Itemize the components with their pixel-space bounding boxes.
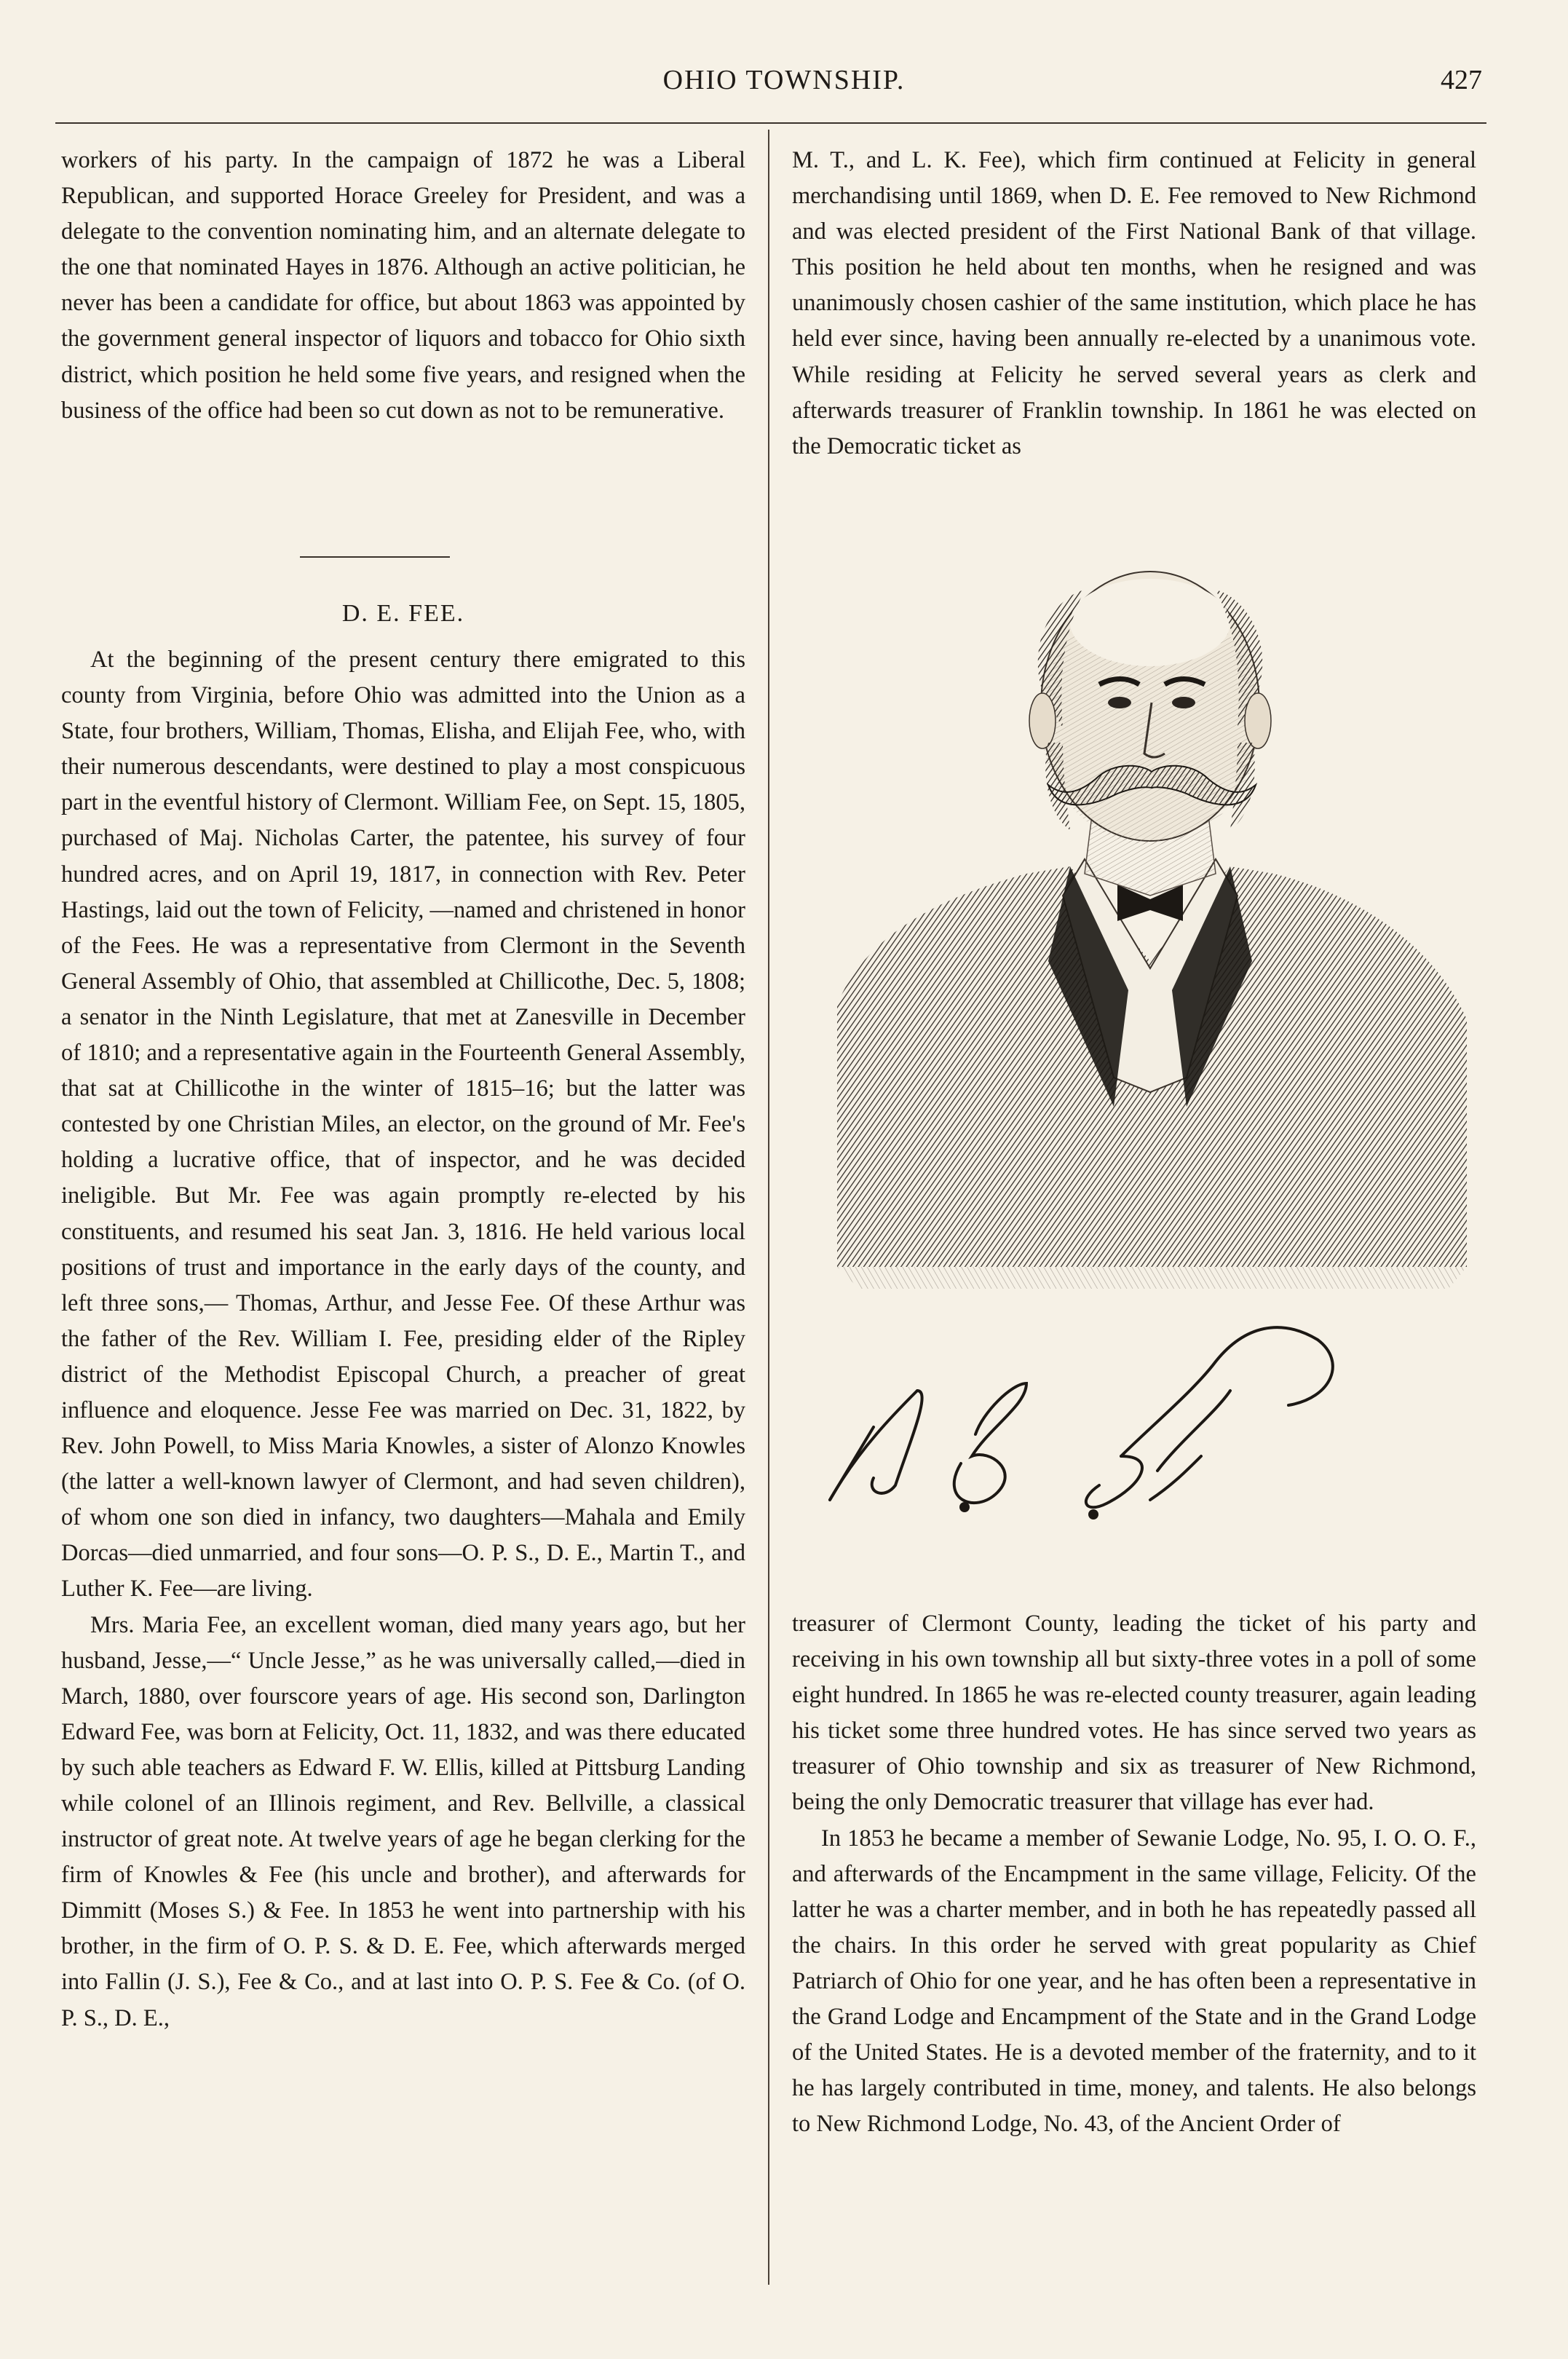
- right-bottom-paragraph-2: In 1853 he became a member of Sewanie Lodge, No. 95, I. O. O. F., and afterwards of the Encampment in the same village, Felicity. Of the latter he was a charter member, and in both he has repeatedly passed all the chairs. In this order he served with great popularity as Chief Patriarch of Ohio for one year, and he has often been a representative in the Grand Lodge and Encampment of the State and in the Grand Lodge of the United States. He is a devoted member of the fraternity, and to it he has largely contributed in time, money, and talents. He also belongs to New Richmond Lodge, No. 43, of the Ancient Order of: [792, 1825, 1476, 2138]
- section-heading: D. E. FEE.: [341, 600, 465, 627]
- left-column-top: [61, 143, 745, 429]
- left-top-paragraph: workers of his party. In the campaign of 1872 he was a Liberal Republican, and supported Horace Greeley for President, and was a delegate to the convention nominating him, and an alternate delegate to the one that nominated Hayes in 1876. Although an active politician, he never has been a candidate for office, but about 1863 was appointed by the government general inspector of liquors and tobacco for Ohio sixth district, which position he held some five years, and resigned when the business of the office had been so cut down as not to be remunerative.: [61, 147, 745, 424]
- biography-paragraph-1: At the beginning of the present century there emigrated to this county from Virginia, before Ohio was admitted into the Union as a State, four brothers, William, Thomas, Elisha, and Elijah Fee, who, with their numerous descendants, were destined to play a most conspicuous part in the eventful history of Clermont. William Fee, on Sept. 15, 1805, purchased of Maj. Nicholas Carter, the patentee, his survey of four hundred acres, and on April 19, 1817, in connection with Rev. Peter Hastings, laid out the town of Felicity, —named and christened in honor of the Fees. He was a representative from Clermont in the Seventh General Assembly of Ohio, that assembled at Chillicothe, Dec. 5, 1808; a senator in the Ninth Legislature, that met at Zanesville in December of 1810; and a representative again in the Fourteenth General Assembly, that sat at Chillicothe in the winter of 1815–16; but the latter was contested by one Christian Miles, an elector, on the ground of Mr. Fee's holding a lucrative office, that of inspector, and he was decided ineligible. But Mr. Fee was again promptly re-elected by his constituents, and resumed his seat Jan. 3, 1816. He held various local positions of trust and importance in the early days of the county, and left three sons,— Thomas, Arthur, and Jesse Fee. Of these Arthur was the father of the Rev. William I. Fee, presiding elder of the Ripley district of the Methodist Episcopal Church, a preacher of great influence and eloquence. Jesse Fee was married on Dec. 31, 1822, by Rev. John Powell, to Miss Maria Knowles, a sister of Alonzo Knowles (the latter a well-known lawyer of Clermont, and had seven children), of whom one son died in infancy, two daughters—Mahala and Emily Dorcas—died unmarried, and four sons—O. P. S., D. E., Martin T., and Luther K. Fee—are living.: [61, 647, 745, 1603]
- column-divider: [768, 130, 769, 2285]
- page-number: 427: [1441, 65, 1482, 95]
- right-bottom-paragraph-1: treasurer of Clermont County, leading the ticket of his party and receiving in his own township all but sixty-three votes in a poll of some eight hundred. In 1865 he was re-elected county treasurer, again leading his ticket some three hundred votes. He has since served two years as treasurer of Ohio township and six as treasurer of New Richmond, being the only Democratic treasurer that village has ever had.: [792, 1611, 1476, 1816]
- running-header-title: OHIO TOWNSHIP.: [662, 65, 906, 95]
- left-column-biography: [61, 642, 745, 2036]
- portrait-figure: [837, 572, 1467, 1289]
- right-column-top: [792, 143, 1476, 465]
- signature-graphic: [830, 1327, 1333, 1518]
- signature-text: D. E. Fee: [1149, 1558, 1152, 1559]
- right-top-paragraph: M. T., and L. K. Fee), which firm continued at Felicity in general merchandising until 1869, when D. E. Fee removed to New Richmond and was elected president of the First National Bank of that village. This position he held about ten months, when he resigned and was unanimously chosen cashier of the same institution, which place he has held ever since, having been annually re-elected by a unanimous vote. While residing at Felicity he served several years as clerk and afterwards treasurer of Franklin township. In 1861 he was elected on the Democratic ticket as: [792, 147, 1476, 459]
- section-separator-rule: [300, 556, 450, 558]
- header-rule: [55, 122, 1486, 124]
- biography-paragraph-2: Mrs. Maria Fee, an excellent woman, died many years ago, but her husband, Jesse,—“ Uncle Jesse,” as he was universally called,—died in March, 1880, over fourscore years of age. His second son, Darlington Edward Fee, was born at Felicity, Oct. 11, 1832, and was there educated by such able teachers as Edward F. W. Ellis, killed at Pittsburg Landing while colonel of an Illinois regiment, and Rev. Bellville, a classical instructor of great note. At twelve years of age he began clerking for the firm of Knowles & Fee (his uncle and brother), and afterwards for Dimmitt (Moses S.) & Fee. In 1853 he went into partnership with his brother, in the firm of O. P. S. & D. E. Fee, which afterwards merged into Fallin (J. S.), Fee & Co., and at last into O. P. S. Fee & Co. (of O. P. S., D. E.,: [61, 1611, 745, 2031]
- right-column-bottom: [792, 1606, 1476, 2142]
- portrait-engraving: [808, 553, 1492, 1602]
